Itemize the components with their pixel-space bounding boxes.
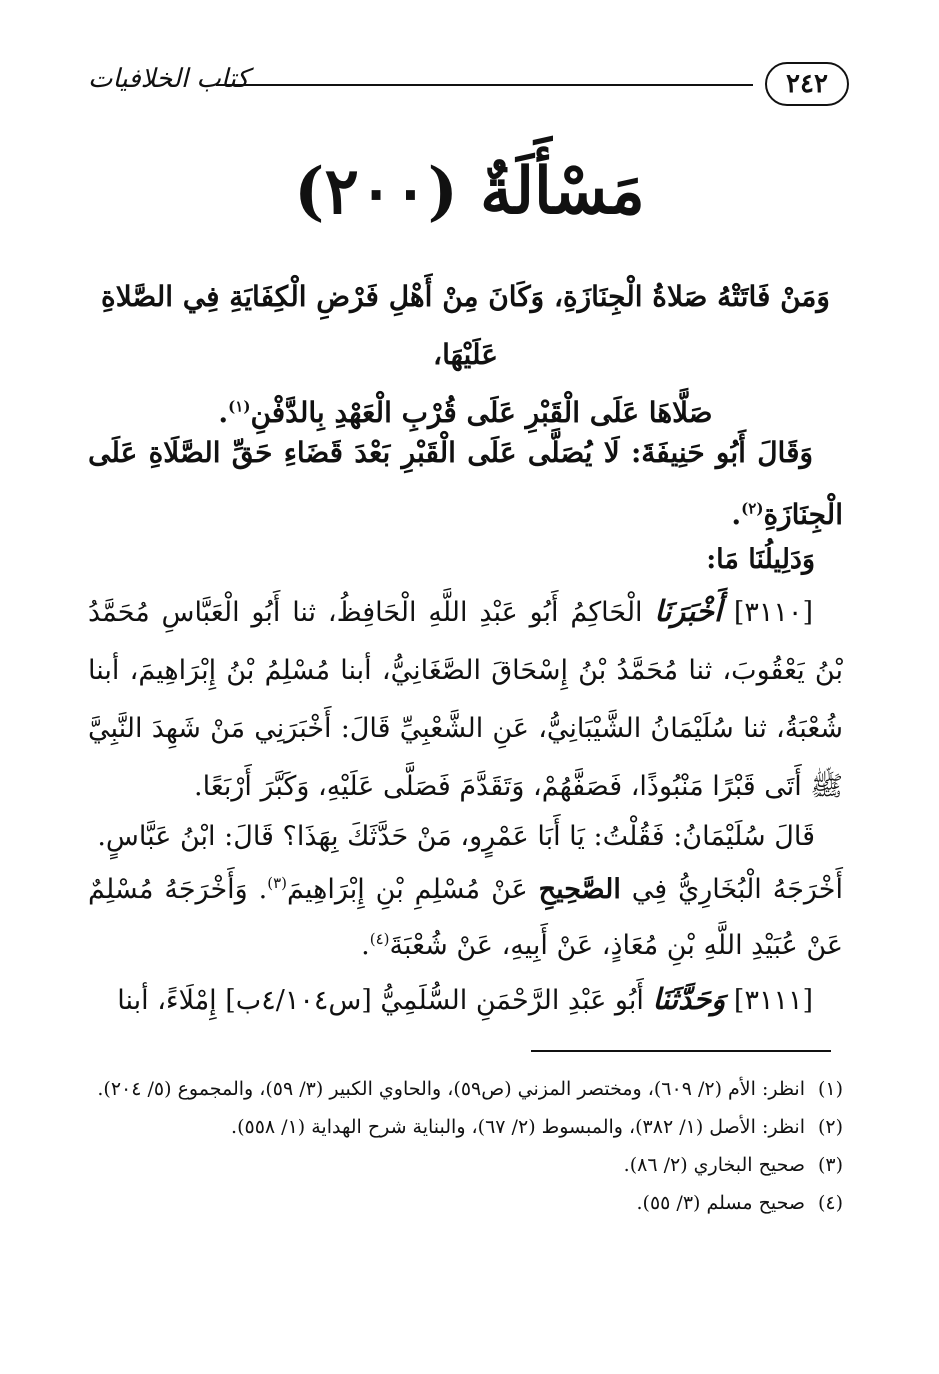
footnote-text: انظر: الأم (٢/ ٦٠٩)، ومختصر المزني (ص٥٩)، والحاوي الكبير (٣/ ٥٩)، والمجموع (٥/ ٢٠٤). [97,1078,805,1100]
takhrij-part-2: عَنْ مُسْلِمِ بْنِ إِبْرَاهِيمَ [286,874,528,905]
abu-hanifa-paragraph [88,422,843,546]
takhrij-part-1: أَخْرَجَهُ الْبُخَارِيُّ فِي [631,874,843,905]
footnote-number: (٣) [817,1154,843,1176]
footnote-number: (٤) [817,1192,843,1214]
sahih-title: الصَّحِيحِ [538,874,621,905]
isnad-word: أَخْبَرَنَا [654,594,723,628]
hadith-number: [٣١١٠] [733,597,813,628]
takhrij-part-3: . وَأَخْرَجَهُ مُسْلِمٌ عَنْ عُبَيْدِ اللَّهِ بْنِ مُعَاذٍ، عَنْ أَبِيهِ، عَنْ شُعْبَةَ [88,874,843,961]
hadith-3110 [88,582,843,816]
footnote-ref-1: (١) [228,397,251,416]
abu-hanifa-text: وَقَالَ أَبُو حَنِيفَةَ: لَا يُصَلَّى عَلَى الْقَبْرِ بَعْدَ قَضَاءِ حَقِّ الصَّلَاةِ عَلَى الْجِنَازَةِ [88,436,843,531]
footnote [88,1146,843,1184]
isnad-word: وَحَدَّثَنَا [652,982,726,1016]
footnote-text: صحيح البخاري (٢/ ٨٦). [623,1154,805,1176]
dalil-heading: وَدَلِيلُنَا مَا: [706,544,815,575]
takhrij-end: . [361,930,370,961]
footnote-rule [531,1050,831,1052]
hadith-text: الْحَاكِمُ أَبُو عَبْدِ اللَّهِ الْحَافِظُ، ثنا أَبُو الْعَبَّاسِ مُحَمَّدُ بْنُ يَعْقُوبَ، ثنا مُحَمَّدُ بْنُ إِسْحَاقَ الصَّغَانِيُّ، أبنا مُسْلِمُ بْنُ إِبْرَاهِيمَ، أبنا شُعْبَةُ، ثنا سُلَيْمَانُ الشَّيْبَانِيُّ، عَنِ الشَّعْبِيِّ قَالَ: أَخْبَرَنِي مَنْ شَهِدَ النَّبِيَّ ﷺ أَتَى قَبْرًا مَنْبُوذًا، فَصَفَّهُمْ، وَتَقَدَّمَ فَصَلَّى عَلَيْهِ، وَكَبَّرَ أَرْبَعًا. [88,597,843,802]
takhrij-paragraph [88,862,843,974]
qala-sulayman: قَالَ سُلَيْمَانُ: فَقُلْتُ: يَا أَبَا عَمْرٍو، مَنْ حَدَّثَكَ بِهَذَا؟ قَالَ: ابْنُ عَبَّاسٍ. [97,821,815,852]
page-number: ٢٤٢ [765,62,849,106]
footnote [88,1108,843,1146]
footnotes [88,1070,843,1222]
hadith-number: [٣١١١] [733,985,813,1016]
footnote-ref-4: (٤) [369,930,390,948]
header-rule [216,84,753,86]
footnote-text: صحيح مسلم (٣/ ٥٥). [636,1192,805,1214]
book-title: كتاب الخلافيات [88,64,250,94]
footnote-number: (١) [817,1078,843,1100]
matn-text [88,268,843,442]
footnote-number: (٢) [817,1116,843,1138]
masalah-title: مَسْأَلَةٌ (٢٠٠) [294,154,645,229]
matn-line-2-text: صَلَّاهَا عَلَى الْقَبْرِ عَلَى قُرْبِ الْعَهْدِ بِالدَّفْنِ [250,396,713,429]
footnote-ref-3: (٣) [267,874,287,892]
footnote-ref-2: (٢) [741,499,764,518]
matn-end: . [218,396,229,429]
abu-hanifa-end: . [731,498,742,531]
footnote-text: انظر: الأصل (١/ ٣٨٢)، والمبسوط (٢/ ٦٧)، والبناية شرح الهداية (١/ ٥٥٨). [231,1116,805,1138]
footnote [88,1184,843,1222]
page-header [88,62,849,112]
footnote [88,1070,843,1108]
hadith-text: أَبُو عَبْدِ الرَّحْمَنِ السُّلَمِيُّ [س٤/١٠٤ب] إِمْلَاءً، أبنا [117,985,644,1016]
hadith-3111 [88,970,843,1030]
matn-line-1: وَمَنْ فَاتَتْهُ صَلاةُ الْجِنَازَةِ، وَكَانَ مِنْ أَهْلِ فَرْضِ الْكِفَايَةِ فِي الصَّلاةِ عَلَيْهَا، [101,280,830,371]
